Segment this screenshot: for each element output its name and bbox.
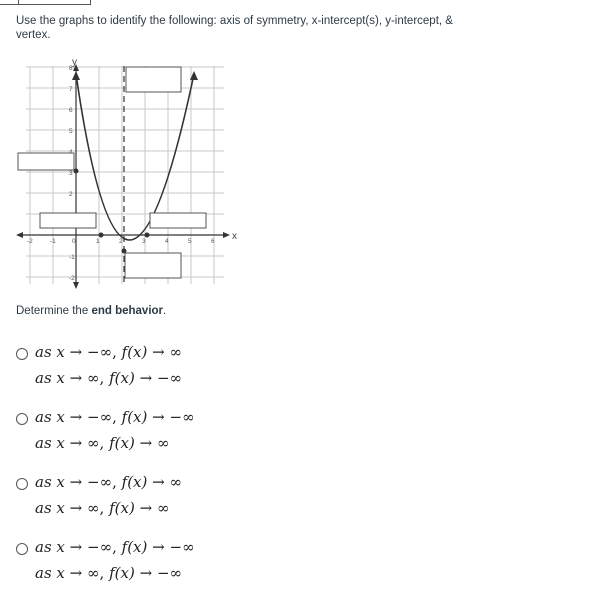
radio-button[interactable]: [16, 478, 28, 490]
option-line-negative-infinity: as x → −∞, f(x) → ∞: [35, 343, 183, 361]
option-line-positive-infinity: as x → ∞, f(x) → −∞: [35, 564, 183, 582]
option-line-positive-infinity: as x → ∞, f(x) → ∞: [35, 499, 170, 517]
x-tick-label: 6: [211, 238, 215, 245]
end-behavior-prompt: Determine the end behavior.: [16, 305, 167, 317]
y-tick-label: 3: [69, 170, 73, 177]
x-tick-label: 0: [72, 238, 76, 245]
answer-option-3[interactable]: [16, 473, 376, 525]
x-tick-label: 4: [165, 238, 169, 245]
y-tick-label: 7: [69, 86, 73, 93]
y-axis-arrow-down: [73, 282, 79, 289]
parabola-left-arrow: [72, 71, 80, 80]
question-text: Use the graphs to identify the following: axis of symmetry, x-intercept(s), y-intercept, & vertex.: [16, 15, 453, 41]
radio-button[interactable]: [16, 348, 28, 360]
y-axis-label: y: [72, 58, 77, 68]
x-axis-arrow-right: [223, 232, 230, 238]
vertex-answer-box[interactable]: [125, 253, 181, 278]
option-line-positive-infinity: as x → ∞, f(x) → ∞: [35, 434, 170, 452]
y-intercept-answer-box[interactable]: [18, 153, 74, 170]
x-axis-arrow-left: [16, 232, 23, 238]
option-line-negative-infinity: as x → −∞, f(x) → ∞: [35, 473, 183, 491]
axis-of-symmetry-answer-box[interactable]: [126, 67, 181, 92]
option-line-negative-infinity: as x → −∞, f(x) → −∞: [35, 538, 195, 556]
x-intercept-right-answer-box[interactable]: [150, 213, 206, 228]
radio-button[interactable]: [16, 543, 28, 555]
y-tick-label: 8: [69, 65, 73, 72]
option-line-positive-infinity: as x → ∞, f(x) → −∞: [35, 369, 183, 387]
answer-option-1[interactable]: [16, 343, 376, 395]
x-tick-label: -1: [50, 238, 56, 245]
graph-axes: [16, 64, 230, 289]
top-tab-stub: [0, 0, 91, 5]
x-tick-label: 3: [142, 238, 146, 245]
x-intercept-point-right: [145, 233, 150, 238]
y-tick-label: 5: [69, 128, 73, 135]
answer-option-4[interactable]: [16, 538, 376, 590]
option-line-negative-infinity: as x → −∞, f(x) → −∞: [35, 408, 195, 426]
y-tick-label: -2: [69, 275, 75, 282]
x-axis-label: x: [232, 231, 237, 242]
parabola-graph: [14, 58, 239, 290]
y-tick-label: -1: [69, 254, 75, 261]
x-tick-label: 5: [188, 238, 192, 245]
x-tick-label: 2: [119, 238, 123, 245]
end-behavior-emphasis: end behavior: [91, 305, 164, 317]
y-tick-label: 2: [69, 191, 73, 198]
y-tick-label: 6: [69, 107, 73, 114]
answer-option-2[interactable]: [16, 408, 376, 460]
x-intercept-left-answer-box[interactable]: [40, 213, 96, 228]
x-intercept-point-left: [99, 233, 104, 238]
x-tick-label: 1: [96, 238, 100, 245]
x-tick-label: -2: [27, 238, 33, 245]
radio-button[interactable]: [16, 413, 28, 425]
